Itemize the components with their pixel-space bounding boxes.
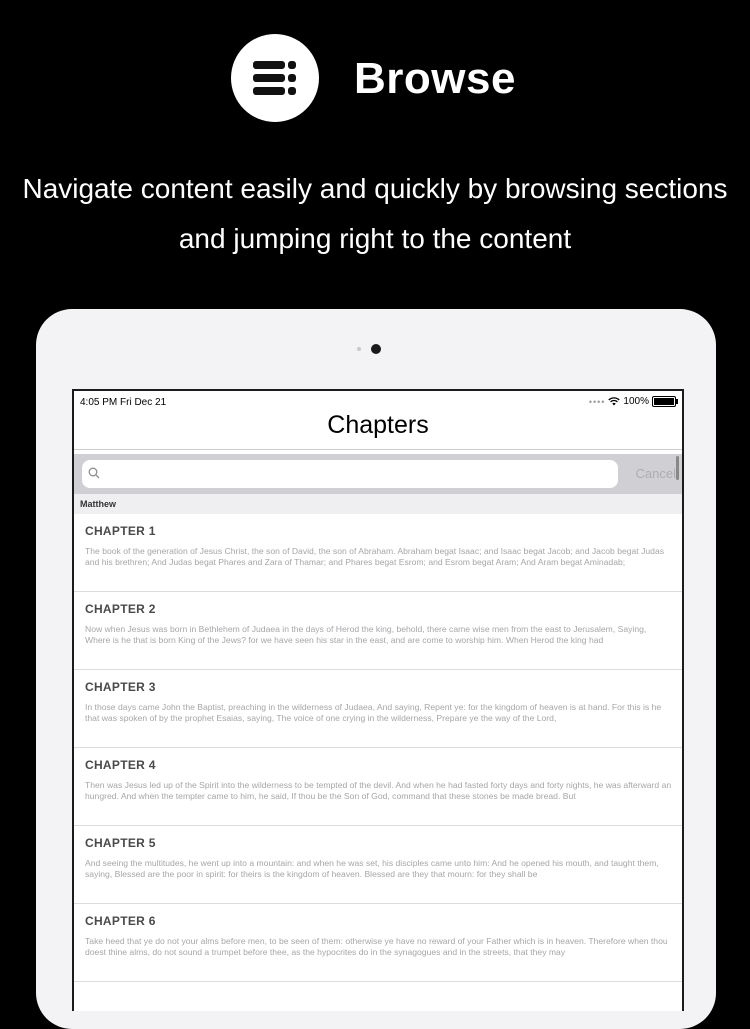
hero-title: Browse: [354, 54, 516, 103]
section-header: Matthew: [74, 494, 682, 514]
chapter-title: CHAPTER 4: [85, 758, 156, 772]
search-icon: [88, 467, 100, 479]
chapter-preview: The book of the generation of Jesus Christ, the son of David, the son of Abraham. Abraham begat Isaac; and Isaac begat Jacob; and Jacob begat Judas and his brethren; And Judas begat Phares and Zara of Thamar; and Phares begat Esrom; and Esrom begat Aram; And Aram begat Aminadab;: [85, 546, 665, 567]
chapter-title: CHAPTER 3: [85, 680, 156, 694]
search-input[interactable]: [82, 460, 618, 488]
chapter-title: CHAPTER 5: [85, 836, 156, 850]
app-logo: [231, 34, 319, 122]
chapter-preview: In those days came John the Baptist, preaching in the wilderness of Judaea, And saying, Repent ye: for the kingdom of heaven is at hand. For this is he that was spoken of by the prophet Esaias, saying, The voice of one crying in the wilderness, Prepare ye the way of the Lord,: [85, 702, 662, 723]
hero-description: Navigate content easily and quickly by browsing sections and jumping right to the content: [22, 173, 728, 254]
ipad-sensor: [357, 347, 361, 351]
list-item[interactable]: [74, 670, 682, 748]
page-title: Chapters: [327, 411, 429, 439]
scroll-indicator[interactable]: [676, 456, 679, 480]
chapter-preview: Then was Jesus led up of the Spirit into the wilderness to be tempted of the devil. And when he had fasted forty days and forty nights, he was afterward an hungred. And when the tempter came to him, he said, If thou be the Son of God, command that these stones be made bread. But: [85, 780, 672, 801]
navigation-bar: [74, 411, 682, 450]
signal-dots-icon: ••••: [588, 396, 606, 407]
device-screen: [72, 389, 684, 1011]
search-bar: [74, 454, 682, 494]
list-item[interactable]: [74, 904, 682, 982]
chapter-preview: Now when Jesus was born in Bethlehem of Judaea in the days of Herod the king, behold, there came wise men from the east to Jerusalem, Saying, Where is he that is born King of the Jews? for we have seen his star in the east, and are come to worship him. When Herod the king had: [85, 624, 647, 645]
battery-icon: [652, 396, 676, 407]
browse-list-icon: [253, 59, 297, 97]
wifi-icon: [608, 397, 620, 406]
hero-banner: [0, 0, 750, 300]
chapter-preview: And seeing the multitudes, he went up into a mountain: and when he was set, his disciples came unto him: And he opened his mouth, and taught them, saying, Blessed are the poor in spirit: for theirs is the kingdom of heaven. Blessed are they that mourn: for they shall be: [85, 858, 659, 879]
status-bar: [74, 391, 682, 411]
list-item[interactable]: [74, 592, 682, 670]
chapter-preview: Take heed that ye do not your alms before men, to be seen of them: otherwise ye have no reward of your Father which is in heaven. Therefore when thou doest thine alms, do not sound a trumpet before thee, as the hypocrites do in the synagogues and in the streets, that they may: [85, 936, 668, 957]
chapter-title: CHAPTER 6: [85, 914, 156, 928]
status-time: 4:05 PM Fri Dec 21: [80, 397, 167, 408]
chapter-title: CHAPTER 1: [85, 524, 156, 538]
chapter-title: CHAPTER 2: [85, 602, 156, 616]
list-item[interactable]: [74, 748, 682, 826]
ipad-camera: [371, 344, 381, 354]
list-item[interactable]: [74, 514, 682, 592]
cancel-button[interactable]: Cancel: [635, 466, 676, 481]
chapter-list: [74, 514, 682, 982]
status-indicators: [589, 396, 676, 407]
list-item[interactable]: [74, 826, 682, 904]
battery-percent: 100%: [623, 396, 649, 407]
